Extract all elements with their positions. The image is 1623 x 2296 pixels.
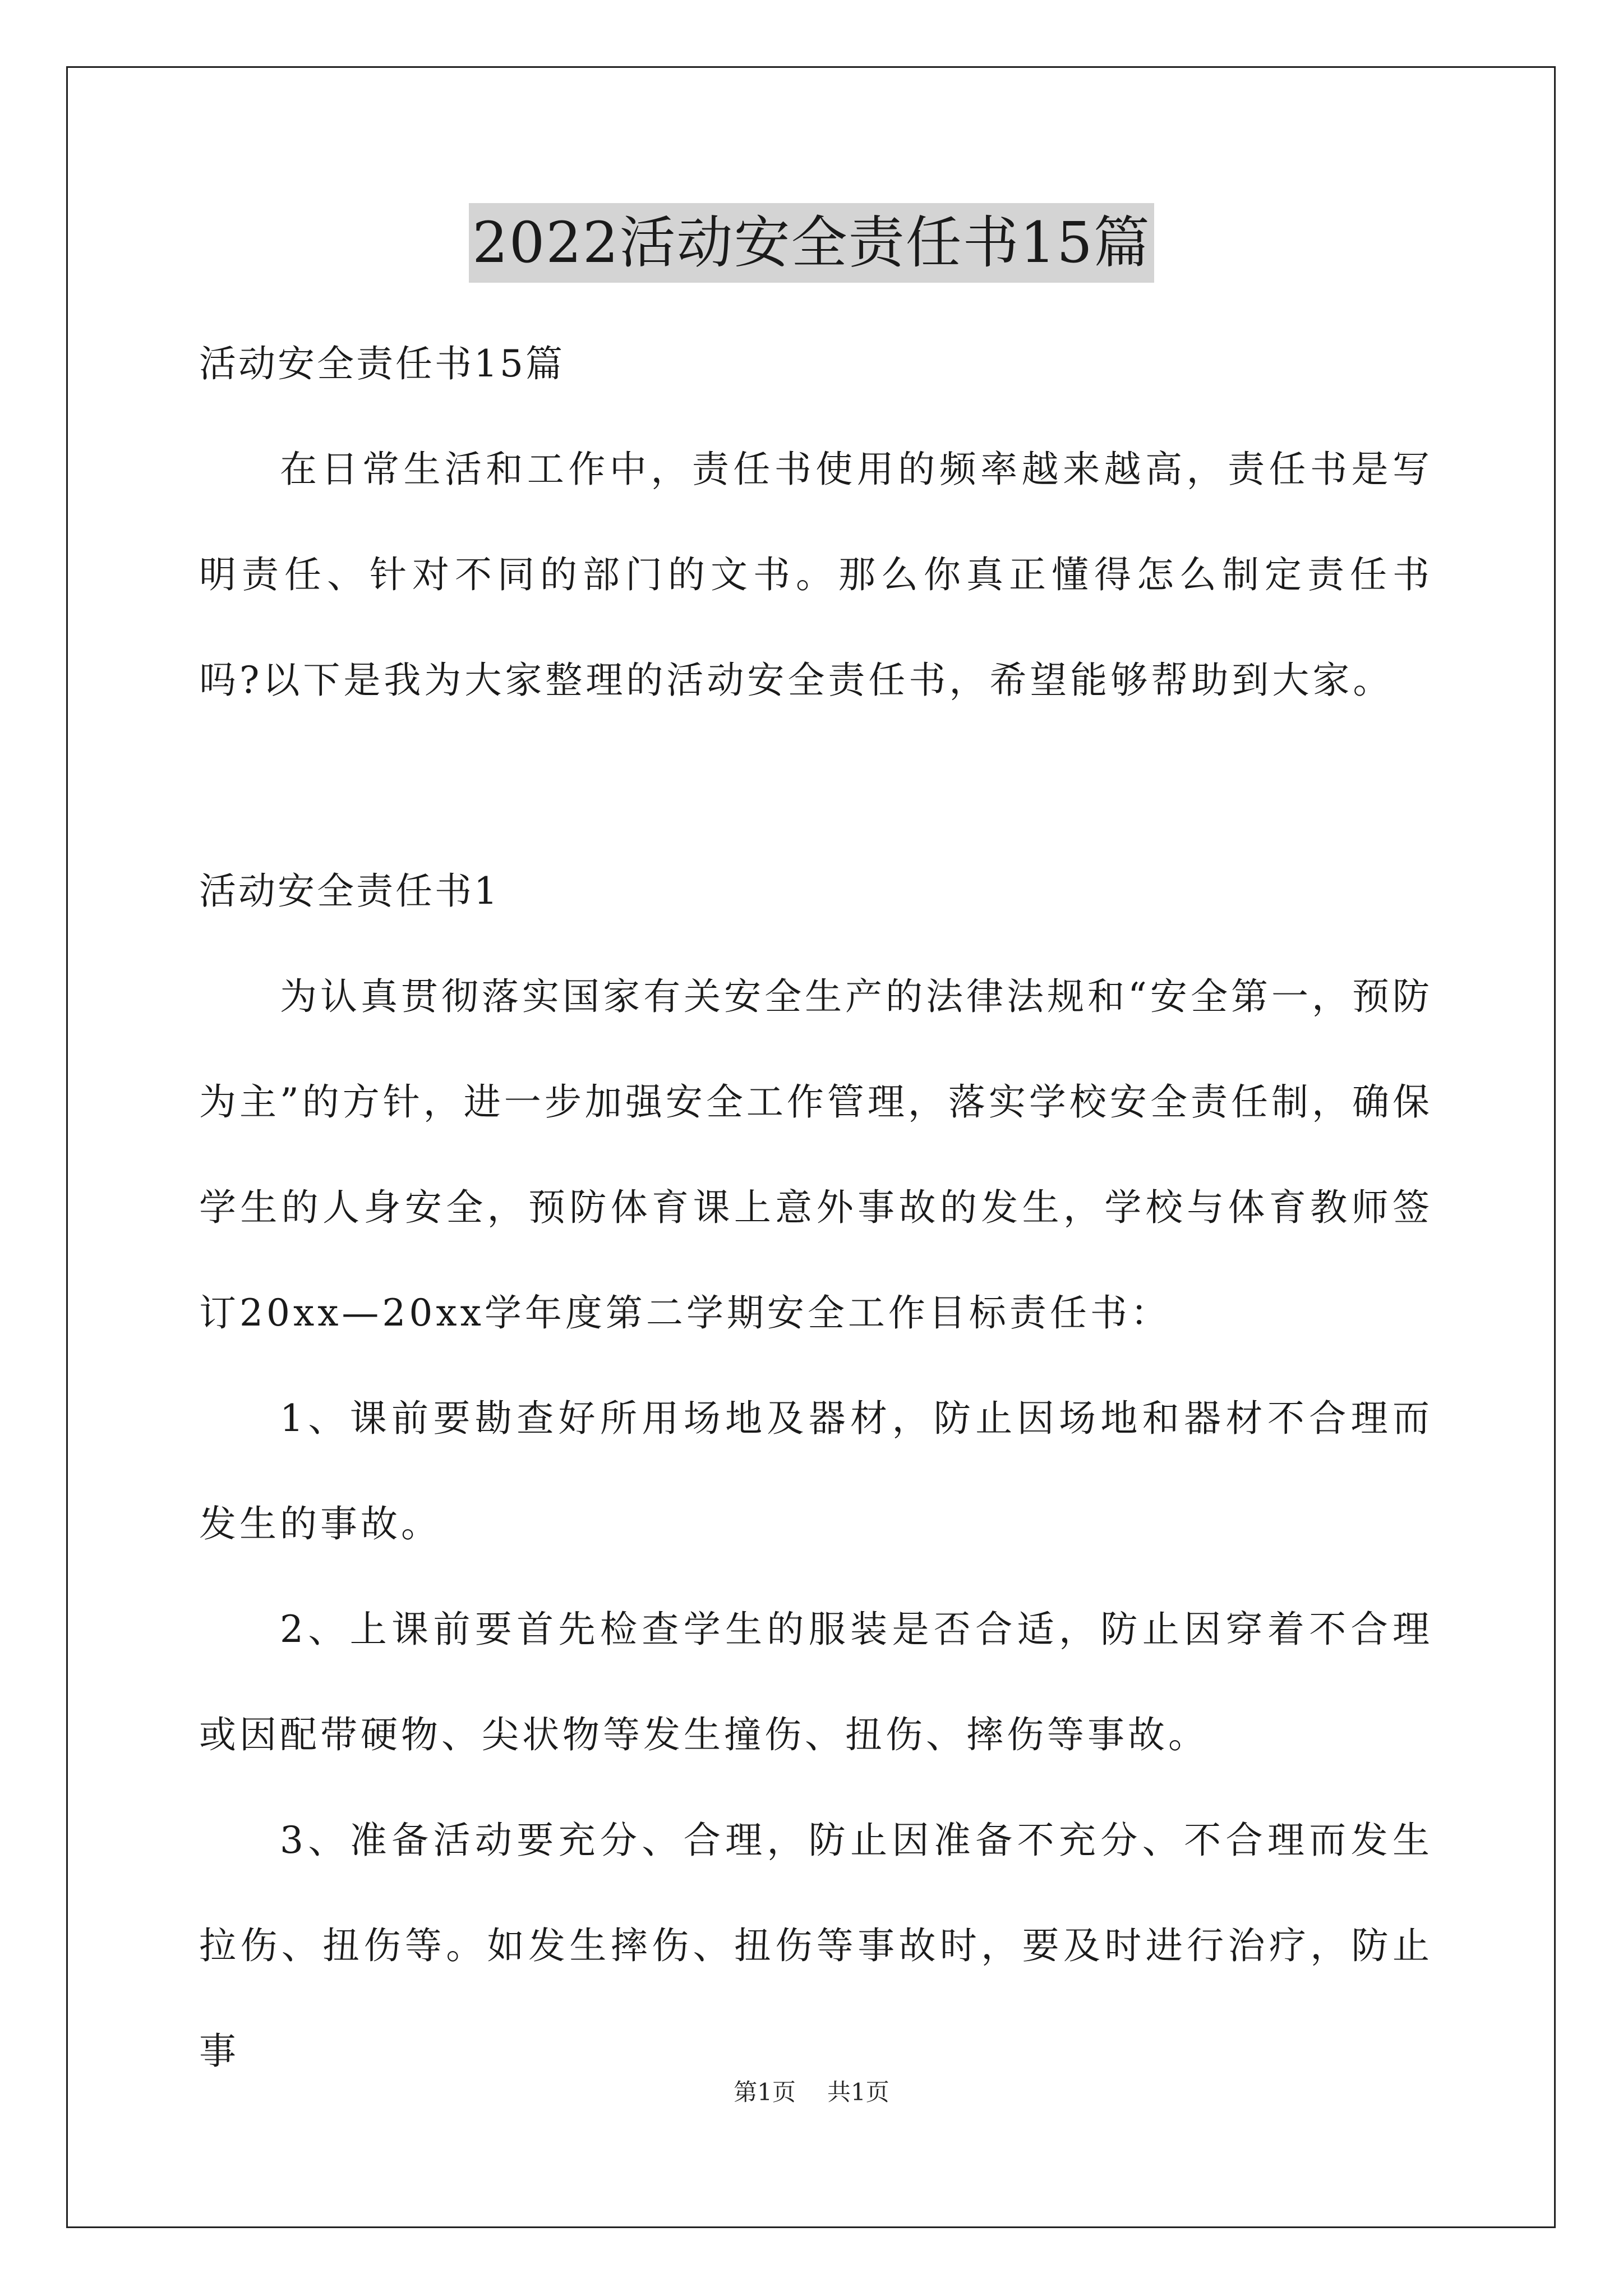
section-intro-paragraph: 为认真贯彻落实国家有关安全生产的法律法规和“安全第一，预防为主”的方针，进一步加强安全工作管理，落实学校安全责任制，确保学生的人身安全，预防体育课上意外事故的发生，学校与体育教师签订20xx—20xx学年度第二学期安全工作目标责任书： bbox=[199, 975, 1433, 1335]
spacer bbox=[199, 733, 1433, 839]
title-container bbox=[0, 203, 1623, 283]
section-heading: 活动安全责任书1 bbox=[199, 869, 500, 913]
document-body bbox=[199, 311, 1433, 2104]
list-item: 3、准备活动要充分、合理，防止因准备不充分、不合理而发生拉伤、扭伤等。如发生摔伤、扭伤等事故时，要及时进行治疗，防止事 bbox=[199, 1819, 1433, 2073]
list-item: 1、课前要勘查好所用场地及器材，防止因场地和器材不合理而发生的事故。 bbox=[199, 1397, 1433, 1545]
document-subtitle: 活动安全责任书15篇 bbox=[199, 342, 565, 385]
page-footer bbox=[0, 2076, 1623, 2109]
intro-paragraph: 在日常生活和工作中，责任书使用的频率越来越高，责任书是写明责任、针对不同的部门的文书。那么你真正懂得怎么制定责任书吗?以下是我为大家整理的活动安全责任书，希望能够帮助到大家。 bbox=[199, 448, 1433, 702]
page-number-current: 第1页 bbox=[734, 2078, 796, 2106]
list-item: 2、上课前要首先检查学生的服装是否合适，防止因穿着不合理或因配带硬物、尖状物等发生撞伤、扭伤、摔伤等事故。 bbox=[199, 1608, 1433, 1756]
document-title: 2022活动安全责任书15篇 bbox=[469, 203, 1154, 283]
page-number-total: 共1页 bbox=[827, 2078, 889, 2106]
